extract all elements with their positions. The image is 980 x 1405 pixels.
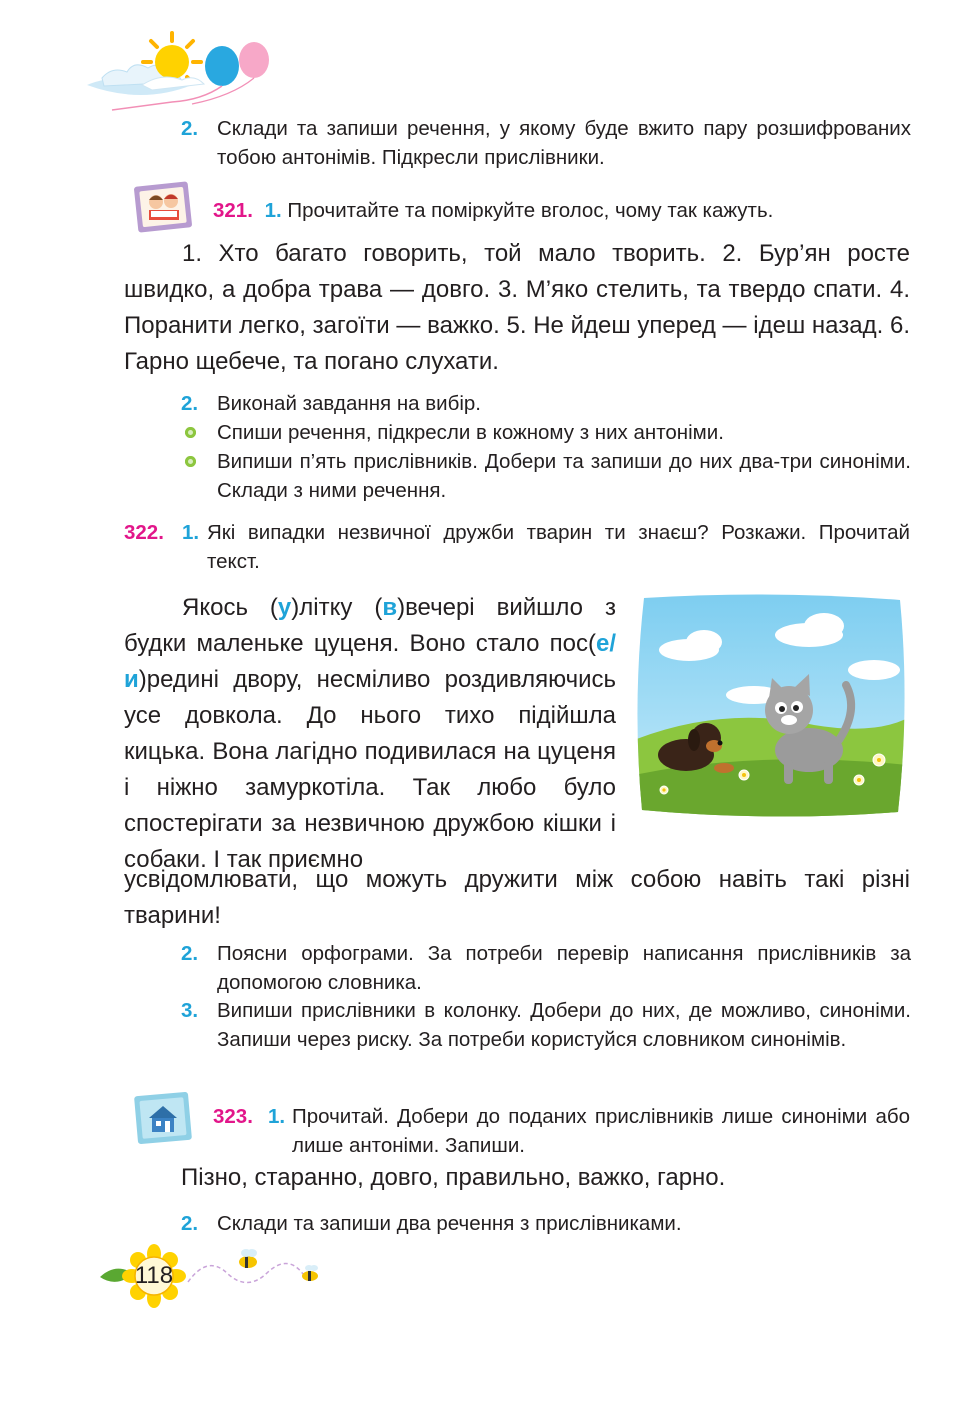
- exercise-number: 323.: [213, 1105, 253, 1128]
- prev-task-2: [181, 114, 911, 172]
- page-number-flower-decoration: [98, 1244, 328, 1310]
- subtask-number: 1.: [182, 521, 200, 544]
- sun-balloons-decoration: [82, 30, 282, 120]
- ex323-task-2: [181, 1209, 911, 1238]
- ex321-proverbs: 1. Хто багато говорить, той мало творить. 2. Бур’ян росте швидко, а добра трава — довго. 3. М’яко стелить, та твердо спати. 4. Поранити легко, загоїти — важко. 5. Не йдеш уперед — ідеш назад. 6. Гарно щебече, та погано слухати.: [124, 240, 910, 375]
- bullet-icon: [185, 427, 196, 438]
- task-number: 2.: [181, 1212, 199, 1235]
- ex321-heading: [213, 196, 773, 225]
- ex323-heading: [213, 1102, 910, 1160]
- task-text: Склади та запиши два речення з прислівниками.: [217, 1212, 682, 1235]
- ex321-option-2: [181, 447, 911, 505]
- ex322-task-2: [181, 939, 911, 997]
- ex323-words: Пізно, старанно, довго, правильно, важко, гарно.: [181, 1164, 726, 1191]
- option-text: Спиши речення, підкресли в кожному з них антоніми.: [217, 421, 724, 444]
- ex322-story-part1: [124, 590, 616, 878]
- bullet-icon: [185, 456, 196, 467]
- page-number: 118: [134, 1262, 174, 1289]
- spelling-hint: е/и: [124, 630, 616, 693]
- subtask-text: Прочитай. Добери до поданих прислівників лише синоніми або лише антоніми. Запиши.: [292, 1105, 910, 1157]
- read-aloud-icon: [132, 180, 194, 236]
- ex322-task-3: [181, 996, 911, 1054]
- subtask-number: 1.: [264, 199, 282, 222]
- task-text: Склади та запиши речення, у якому буде вжито пару розшифрованих тобою антонімів. Підкресли прислівники.: [217, 117, 911, 169]
- ex321-option-1: [181, 418, 911, 447]
- ex322-story-part2: усвідомлювати, що можуть дружити між собою навіть такі різні тварини!: [124, 866, 910, 929]
- subtask-text: Прочитайте та поміркуйте вголос, чому так кажуть.: [287, 199, 774, 222]
- task-text: Виконай завдання на вибір.: [217, 392, 482, 415]
- task-number: 2.: [181, 392, 199, 415]
- option-text: Випиши п’ять прислівників. Добери та запиши до них два-три синоніми. Склади з ними речення.: [217, 450, 911, 502]
- story-text: )літку (: [291, 594, 383, 621]
- story-text: )редині двору, несміливо роздивляючись усе довкола. До нього тихо підійшла кицька. Вона лагідно подивилася на цуценя і ніжно замуркотіла. Так любо було спостерігати за незвичною дружбою кішки і собаки. І так приємно: [124, 666, 616, 873]
- story-text: Якось (: [182, 594, 278, 621]
- task-number: 2.: [181, 942, 199, 965]
- homework-house-icon: [132, 1090, 194, 1146]
- subtask-text: Які випадки незвичної дружби тварин ти знаєш? Розкажи. Прочитай текст.: [207, 521, 910, 573]
- task-number: 3.: [181, 999, 199, 1022]
- ex321-task-2: [181, 389, 911, 418]
- spelling-hint: в: [382, 594, 398, 621]
- puppy-and-kitten-illustration: [634, 590, 908, 820]
- ex322-heading: [124, 518, 910, 576]
- exercise-number: 322.: [124, 521, 164, 544]
- subtask-number: 1.: [268, 1105, 286, 1128]
- task-number: 2.: [181, 117, 199, 140]
- task-text: Поясни орфограми. За потреби перевір написання прислівників за допомогою словника.: [217, 942, 911, 994]
- story-text: )вечері вийшло з будки маленьке цуценя. Воно стало пос(: [124, 594, 616, 657]
- task-text: Випиши прислівники в колонку. Добери до них, де можливо, синоніми. Запиши через риску. За потреби користуйся словником синонімів.: [217, 999, 911, 1051]
- exercise-number: 321.: [213, 199, 253, 222]
- spelling-hint: у: [277, 594, 292, 621]
